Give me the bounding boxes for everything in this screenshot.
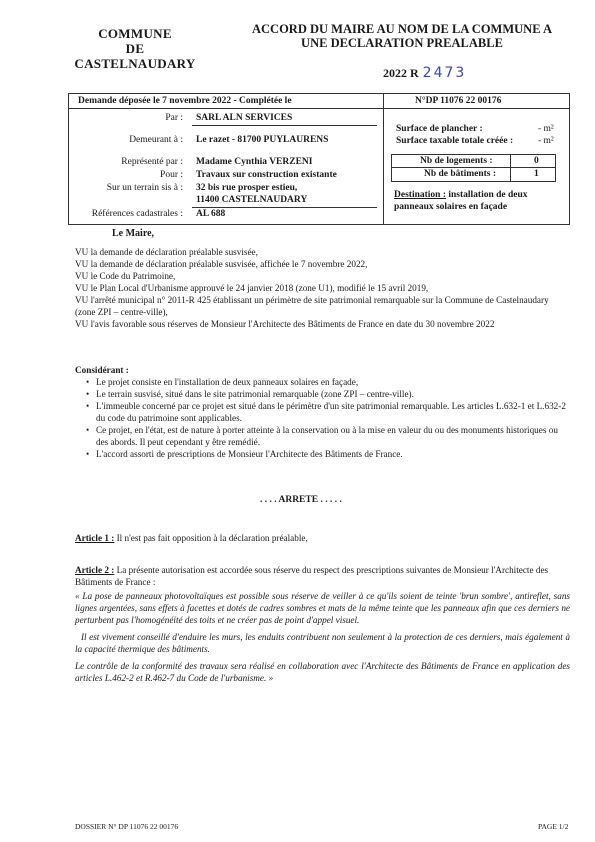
surface-taxable-label: Surface taxable totale créée : — [396, 136, 514, 146]
vu-2: VU la demande de déclaration préalable susvisée, affichée le 7 novembre 2022, — [75, 259, 368, 269]
surface-plancher-value: - m² — [538, 124, 554, 134]
terrain-value-1: 32 bis rue prosper estieu, — [196, 183, 298, 193]
prescription-3: Le contrôle de la conformité des travaux sera réalisé en collaboration avec l'Architecte des Bâtiments de France en application des articles L.462-2 et R.462-7 du Code de l'urbanisme. » — [75, 661, 570, 683]
footer-page: PAGE 1/2 — [538, 822, 569, 831]
destination — [394, 189, 564, 213]
article-1-label: Article 1 : — [75, 533, 115, 543]
dossier-number: N°DP 11076 22 00176 — [415, 96, 502, 106]
article-2-text: La présente autorisation est accordée sous réserve du respect des prescriptions suivantes de Monsieur l'Architecte des Bâtiments de France : — [75, 565, 549, 587]
surface-plancher-label: Surface de plancher : — [396, 124, 483, 134]
decision-number — [383, 65, 466, 81]
logements-label: Nb de logements : — [420, 156, 493, 166]
vu-1: VU la demande de déclaration préalable susvisée, — [75, 247, 258, 257]
considerant-heading: Considérant : — [75, 365, 129, 375]
considerant-item: • Ce projet, en l'état, est de nature à porter atteinte à la conservation ou à la mise en valeur du ou des monuments historiques ou des abords. Il peut cependant y être remédié. — [96, 424, 570, 448]
document-title — [232, 22, 572, 50]
logements-value: 0 — [534, 156, 539, 166]
vu-5: VU l'arrêté municipal n° 2011-R 425 établissant un périmètre de site patrimonial remarquable sur la Commune de Castelnaudary (zone ZPI – centre-ville), — [75, 295, 549, 317]
article-2 — [75, 564, 570, 588]
le-maire: Le Maire, — [112, 228, 155, 239]
terrain-value-2: 11400 CASTELNAUDARY — [196, 195, 308, 205]
par-underline — [192, 125, 377, 126]
pour-label: Pour : — [160, 170, 183, 180]
surface-taxable-value: - m² — [538, 136, 554, 146]
terrain-label: Sur un terrain sis à : — [106, 183, 183, 193]
pour-value: Travaux sur construction existante — [196, 170, 337, 180]
vu-4: VU le Plan Local d'Urbanisme approuvé le 24 janvier 2018 (zone U1), modifié le 15 avril 2019, — [75, 283, 429, 293]
demeurant-label: Demeurant à : — [129, 135, 183, 145]
considerant-list — [82, 376, 570, 460]
represente-label: Représenté par : — [121, 157, 183, 167]
cadastre-value: AL 688 — [196, 209, 226, 219]
considerant-item: • Le projet consiste en l'installation de deux panneaux solaires en façade, — [96, 376, 570, 388]
commune-name — [60, 26, 210, 71]
vu-6: VU l'avis favorable sous réserves de Monsieur l'Architecte des Bâtiments de France en date du 30 novembre 2022 — [75, 319, 495, 329]
destination-label: Destination : — [394, 190, 446, 200]
par-label: Par : — [165, 113, 183, 123]
commune-line-3: CASTELNAUDARY — [74, 56, 196, 71]
demeurant-value: Le razet - 81700 PUYLAURENS — [196, 135, 329, 145]
destination-value-1: installation de deux — [448, 190, 528, 200]
decision-number-handwritten: 2473 — [422, 65, 467, 81]
title-line-1: ACCORD DU MAIRE AU NOM DE LA COMMUNE A — [252, 22, 552, 36]
considerant-item: • L'immeuble concerné par ce projet est situé dans le périmètre d'un site patrimonial remarquable. Les articles L.632-1 et L.632-2 du code du patrimoine sont applicables. — [96, 400, 570, 424]
article-1-text: Il n'est pas fait opposition à la déclaration préalable, — [114, 533, 308, 543]
counts-column-divider — [510, 154, 511, 181]
title-line-2: UNE DECLARATION PREALABLE — [301, 36, 503, 50]
commune-line-2: DE — [125, 41, 145, 56]
prescriptions — [75, 590, 570, 684]
vu-3: VU le Code du Patrimoine, — [75, 271, 176, 281]
par-value: SARL ALN SERVICES — [196, 113, 293, 123]
arrete-heading: . . . . ARRETE . . . . . — [260, 495, 342, 505]
batiments-value: 1 — [534, 169, 539, 179]
prescription-2: Il est vivement conseillé d'enduire les murs, les enduits contribuent non seulement à la protection de ces derniers, mais également à la capacité thermique des bâtiments. — [75, 632, 570, 654]
terrain-underline — [192, 207, 377, 208]
form-column-divider — [383, 93, 384, 224]
demande-label: Demande déposée le 7 novembre 2022 - Complétée le — [78, 96, 292, 106]
considerant-item: • L'accord assorti de prescriptions de Monsieur l'Architecte des Bâtiments de France. — [96, 448, 570, 460]
represente-value: Madame Cynthia VERZENI — [196, 157, 313, 167]
cadastre-label: Références cadastrales : — [91, 209, 183, 219]
decision-number-printed: 2022 R — [383, 66, 419, 80]
form-divider — [68, 108, 569, 109]
vu-block — [75, 246, 570, 330]
prescription-1: « La pose de panneaux photovoltaïques est possible sous réserve de veiller à ce qu'ils soient de teinte 'brun sombre', antireflet, sans lignes argentées, sans effets à facettes et dotés de cadres sombres et mats de la même teinte que les panneaux afin que ces derniers ne perturbent pas l'homogénéité des toits et ne créer pas de point d'appel visuel. — [75, 591, 570, 625]
commune-line-1: COMMUNE — [98, 26, 172, 41]
article-1 — [75, 532, 570, 544]
counts-divider — [391, 167, 555, 168]
destination-value-2: panneaux solaires en façade — [394, 202, 508, 212]
considerant-item: • Le terrain susvisé, situé dans le site patrimonial remarquable (zone ZPI – centre-ville). — [96, 388, 570, 400]
article-2-label: Article 2 : — [75, 565, 115, 575]
footer-dossier: DOSSIER N° DP 11076 22 00176 — [75, 822, 179, 831]
batiments-label: Nb de bâtiments : — [424, 169, 497, 179]
